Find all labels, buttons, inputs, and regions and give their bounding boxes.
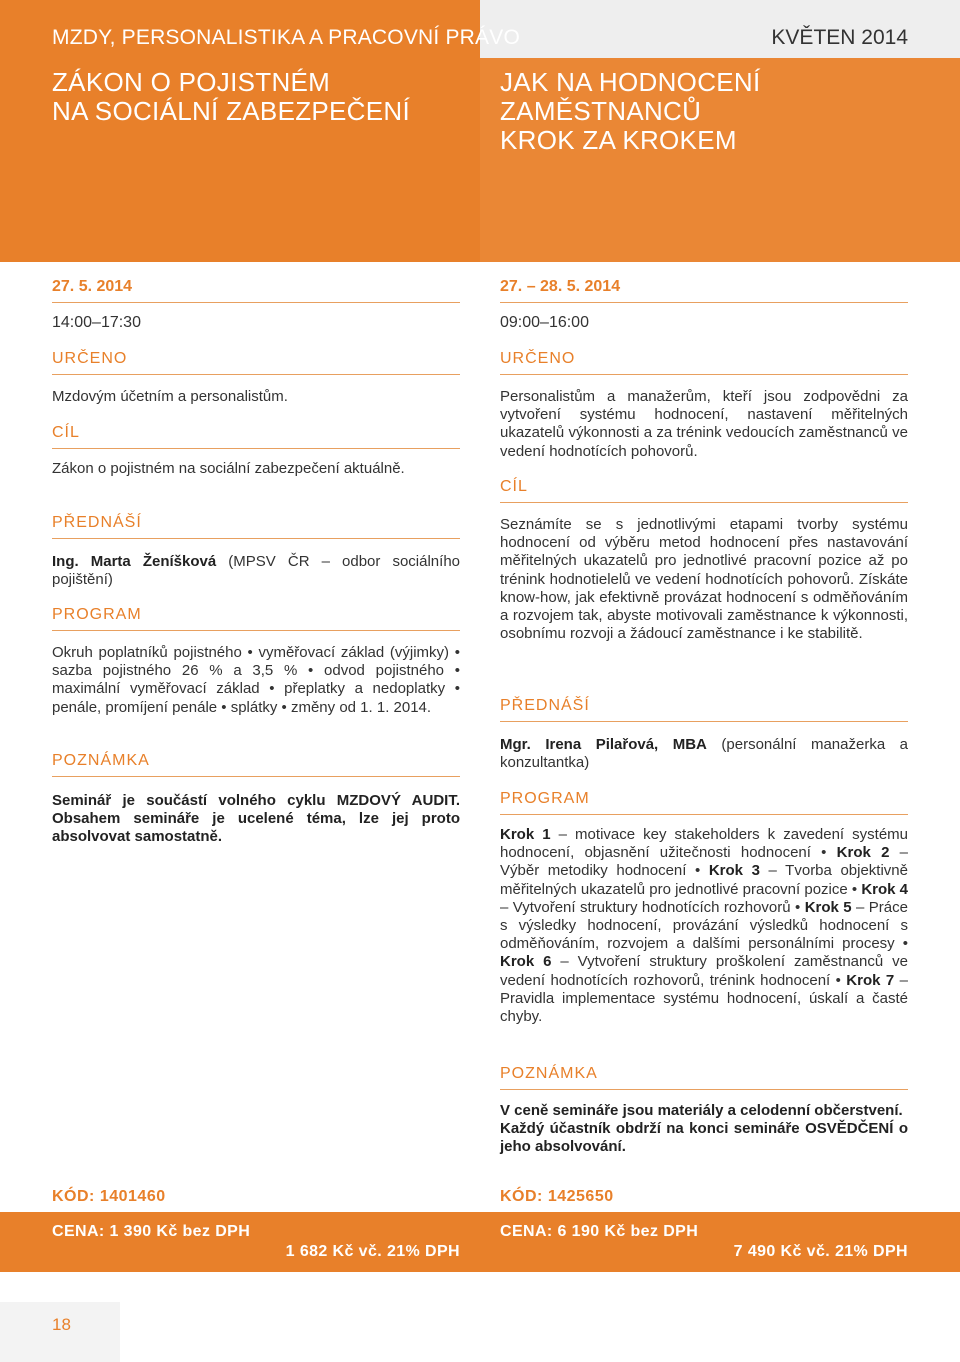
- right-poznamka-text: [500, 1102, 908, 1157]
- right-price: CENA: 6 190 Kč bez DPH: [500, 1223, 699, 1240]
- program-step-text: – Výběr metodiky hodnocení •: [500, 844, 909, 880]
- price-band: [0, 1212, 960, 1272]
- program-step-text: – Práce s výsledky hodnocení, provázání výsledků hodnocení s odměňováním, rozvojem a dalšími personálními procesy •: [500, 898, 908, 953]
- divider: [52, 302, 460, 303]
- left-cil-heading: CÍL: [52, 424, 80, 441]
- program-step-label: Krok 2: [836, 844, 890, 862]
- right-time: 09:00–16:00: [500, 314, 589, 331]
- right-date: 27. – 28. 5. 2014: [500, 278, 621, 295]
- program-step-label: Krok 7: [846, 971, 895, 989]
- left-cil-text: Zákon o pojistném na sociální zabezpečení aktuálně.: [52, 460, 405, 477]
- divider: [500, 721, 908, 722]
- right-course-code: KÓD: 1425650: [500, 1188, 614, 1205]
- left-program-text: Okruh poplatníků pojistného • vyměřovací základ (výjimky) • sazba pojistného 26 % a 3,5 % • odvod pojistného • maximální vyměřovací základ • přeplatky a nedoplatky • penále, promíjení penále • splátky • změny od 1. 1. 2014.: [52, 644, 460, 716]
- program-step-label: Krok 1: [500, 826, 551, 843]
- left-course-code: KÓD: 1401460: [52, 1188, 166, 1205]
- right-lecturer-affiliation: (personální manažerka a konzultantka): [500, 736, 909, 772]
- program-step-label: Krok 4: [861, 880, 909, 898]
- divider: [500, 502, 908, 503]
- divider: [500, 1089, 908, 1090]
- program-step-text: – Vytvoření struktury hodnotících rozhovorů •: [500, 898, 805, 916]
- left-program-heading: PROGRAM: [52, 606, 142, 623]
- left-seminar-title: ZÁKON O POJISTNÉM NA SOCIÁLNÍ ZABEZPEČENÍ: [52, 67, 410, 126]
- page-number: 18: [52, 1315, 71, 1334]
- program-step-text: – Pravidla implementace systému hodnocení, úskalí a časté chyby.: [500, 971, 908, 1026]
- divider: [52, 448, 460, 449]
- left-time: 14:00–17:30: [52, 314, 141, 331]
- right-cil-heading: CÍL: [500, 478, 528, 495]
- right-poznamka-heading: POZNÁMKA: [500, 1065, 598, 1082]
- left-price: CENA: 1 390 Kč bez DPH: [52, 1223, 251, 1240]
- program-step-text: – Tvorba objektivně měřitelných ukazatelů pro jednotlivé pracovní pozice •: [500, 862, 908, 898]
- right-poznamka-line-1: V ceně semináře jsou materiály a celodenní občerstvení.: [500, 1102, 903, 1119]
- left-lecturer-name: Ing. Marta Ženíšková: [52, 553, 217, 570]
- program-step-label: Krok 6: [500, 953, 552, 971]
- right-price-with-vat: 7 490 Kč vč. 21% DPH: [733, 1243, 908, 1260]
- right-program-text: [500, 826, 908, 1026]
- program-step-label: Krok 5: [804, 898, 852, 916]
- left-lecturer: [52, 553, 460, 589]
- right-urceno-text: Personalistům a manažerům, kteří jsou zodpovědni za vytvoření systému hodnocení, nastavení měřitelných ukazatelů výkonnosti a za trénink vedoucích zaměstnanců ve vedení hodnotících pohovorů.: [500, 388, 908, 460]
- divider: [52, 776, 460, 777]
- left-lecturer-affiliation: (MPSV ČR – odbor sociálního pojištění): [52, 553, 461, 589]
- left-urceno-heading: URČENO: [52, 350, 128, 367]
- right-program-heading: PROGRAM: [500, 790, 590, 807]
- right-urceno-heading: URČENO: [500, 350, 576, 367]
- right-poznamka-line-2: Každý účastník obdrží na konci semináře OSVĚDČENÍ o jeho absolvování.: [500, 1120, 908, 1156]
- right-lecturer: [500, 736, 908, 772]
- left-prednasi-heading: PŘEDNÁŠÍ: [52, 514, 142, 531]
- left-poznamka-text: Seminář je součástí volného cyklu MZDOVÝ AUDIT. Obsahem semináře je ucelené téma, lze jej proto absolvovat samostatně.: [52, 792, 460, 846]
- divider: [500, 302, 908, 303]
- left-date: 27. 5. 2014: [52, 278, 133, 295]
- divider: [52, 374, 460, 375]
- left-poznamka-heading: POZNÁMKA: [52, 752, 150, 769]
- right-cil-text: Seznámíte se s jednotlivými etapami tvorby systému hodnocení od výběru metod hodnocení přes nastavování měřitelných ukazatelů pro jednotlivé pracovní pozice až po trénink hodnotielelů ve vedení hodnotících pohovorů. Získáte know-how, jak efektivně provázat hodnocení s odměňováním a rozvojem tak, abyste motivovali zaměstnance k výkonnosti, osobnímu rozvoji a žádoucí zaměstnance i ke stabilitě.: [500, 516, 908, 643]
- right-seminar-title: JAK NA HODNOCENÍ ZAMĚSTNANCŮ KROK ZA KROKEM: [500, 67, 761, 155]
- divider: [52, 538, 460, 539]
- divider: [52, 630, 460, 631]
- right-prednasi-heading: PŘEDNÁŠÍ: [500, 697, 590, 714]
- divider: [500, 374, 908, 375]
- program-step-text: – Vytvoření struktury proškolení zaměstnanců ve vedení hodnotících rozhovorů, trénink hodnocení •: [500, 953, 908, 989]
- left-urceno-text: Mzdovým účetním a personalistům.: [52, 388, 288, 405]
- right-lecturer-name: Mgr. Irena Pilařová, MBA: [500, 736, 707, 753]
- divider: [500, 814, 908, 815]
- category-heading: MZDY, PERSONALISTIKA A PRACOVNÍ PRÁVO: [52, 26, 520, 49]
- issue-date: KVĚTEN 2014: [771, 26, 908, 49]
- program-step-label: Krok 3: [708, 862, 760, 880]
- program-step-text: – motivace key stakeholders k zavedení systému hodnocení, objasnění užitečnosti hodnocení •: [500, 826, 909, 862]
- left-price-with-vat: 1 682 Kč vč. 21% DPH: [285, 1243, 460, 1260]
